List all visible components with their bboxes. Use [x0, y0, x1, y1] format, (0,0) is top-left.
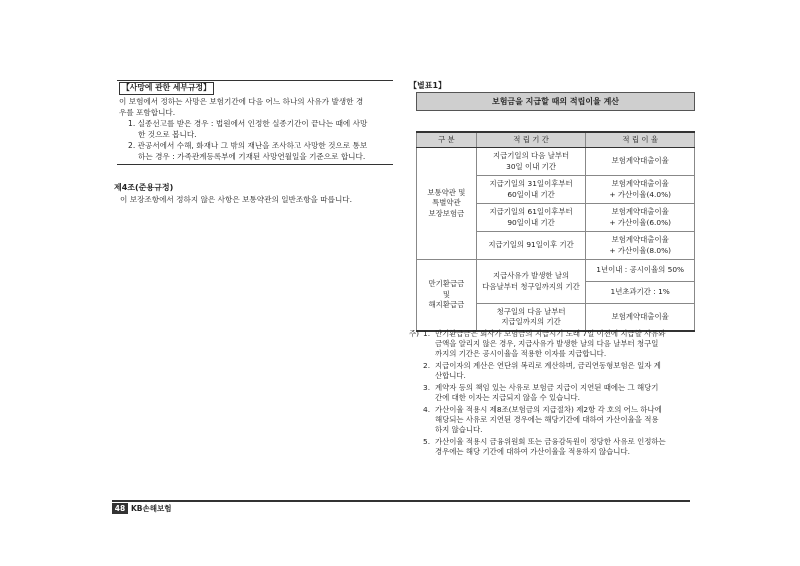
rate-cell: 보험계약대출이율 + 가산이율(8.0%)	[586, 232, 695, 260]
death-rules-box-title: 【사망에 관한 세부규정】	[119, 82, 214, 95]
box-line: 이 보험에서 정하는 사망은 보험기간에 다음 어느 하나의 사유가 발생한 경	[119, 97, 364, 106]
rate-cell: 보험계약대출이율	[586, 304, 695, 332]
group2-label: 만기환급금 및 해지환급금	[417, 260, 477, 332]
box-line: 한 것으로 봅니다.	[138, 130, 197, 139]
note-line: 산합니다.	[435, 371, 466, 380]
note-line: 만기환급금은 회사가 보험금의 지급시기 도래 7일 이전에 지급할 사유와	[435, 329, 666, 338]
header-rate: 적 립 이 율	[586, 132, 695, 148]
footer-company: KB손해보험	[131, 504, 172, 513]
rate-cell: 보험계약대출이율 + 가산이율(4.0%)	[586, 176, 695, 204]
period-cell: 청구일의 다음 날부터 지급일까지의 기간	[476, 304, 586, 332]
note-line: 가산이율 적용시 금융위원회 또는 금융감독원이 정당한 사유로 인정하는	[435, 437, 666, 446]
page-number: 48	[112, 503, 128, 514]
period-cell: 지급기일의 31일이후부터 60일이내 기간	[476, 176, 586, 204]
note-line: 해당되는 사유로 지연된 경우에는 해당기간에 대하여 가산이율을 적용	[435, 415, 659, 424]
box-line: 하는 경우 : 가족관계등록부에 기재된 사망연월일을 기준으로 합니다.	[138, 152, 366, 161]
table-row	[417, 148, 695, 176]
footer-rule	[112, 500, 690, 502]
note-number: 3.	[423, 383, 431, 392]
group1-label: 보통약관 및 특별약관 보장보험금	[417, 148, 477, 260]
interest-rate-table	[416, 131, 695, 332]
note-line: 계약자 등의 책임 있는 사유로 보험금 지급이 지연된 때에는 그 해당기	[435, 383, 659, 392]
rate-cell: 1년초과기간 : 1%	[586, 282, 695, 304]
table-row	[417, 260, 695, 282]
period-cell: 지급기일의 91일이후 기간	[476, 232, 586, 260]
rate-cell: 1년이내 : 공시이율의 50%	[586, 260, 695, 282]
notes-prefix: 주)	[409, 329, 420, 338]
note-line: 까지의 기간은 공시이율을 적용한 이자를 지급합니다.	[435, 349, 607, 358]
box-line: 우를 포함합니다.	[119, 108, 176, 117]
table-header-row	[417, 132, 695, 148]
note-line: 경우에는 해당 기간에 대하여 가산이율을 적용하지 않습니다.	[435, 447, 630, 456]
note-number: 4.	[423, 405, 431, 414]
note-line: 가산이율 적용시 제8조(보험금의 지급절차) 제2항 각 호의 어느 하나에	[435, 405, 662, 414]
note-line: 금액을 알리지 않은 경우, 지급사유가 발생한 날의 다음 날부터 청구일	[435, 339, 659, 348]
period-cell: 지급기일의 61일이후부터 90일이내 기간	[476, 204, 586, 232]
rate-cell: 보험계약대출이율	[586, 148, 695, 176]
note-line: 지급이자의 계산은 연단위 복리로 계산하며, 금리연동형보험은 일자 계	[435, 361, 661, 370]
period-cell: 지급기일의 다음 날부터 30일 이내 기간	[476, 148, 586, 176]
header-period: 적 립 기 간	[476, 132, 586, 148]
period-cell: 지급사유가 발생한 날의 다음날부터 청구일까지의 기간	[476, 260, 586, 304]
header-category: 구 분	[417, 132, 477, 148]
rate-cell: 보험계약대출이율 + 가산이율(6.0%)	[586, 204, 695, 232]
note-number: 5.	[423, 437, 431, 446]
box-line: 2. 관공서에서 수해, 화재나 그 밖의 재난을 조사하고 사망한 것으로 통보	[128, 141, 368, 150]
note-line: 하지 않습니다.	[435, 425, 483, 434]
note-line: 간에 대한 이자는 지급되지 않을 수 있습니다.	[435, 393, 580, 402]
note-number: 1.	[423, 329, 431, 338]
article-text: 이 보장조항에서 정하지 않은 사항은 보통약관의 일반조항을 따릅니다.	[120, 195, 353, 204]
article-title: 제4조(준용규정)	[114, 183, 174, 192]
box-bottom-rule	[117, 164, 393, 165]
box-line: 1. 실종선고를 받은 경우 : 법원에서 인정한 실종기간이 끝나는 때에 사망	[128, 119, 368, 128]
note-number: 2.	[423, 361, 431, 370]
box-top-rule	[117, 80, 393, 81]
annex-banner: 보험금을 지급할 때의 적립이율 계산	[416, 92, 695, 111]
annex-label: 【별표1】	[409, 81, 447, 90]
